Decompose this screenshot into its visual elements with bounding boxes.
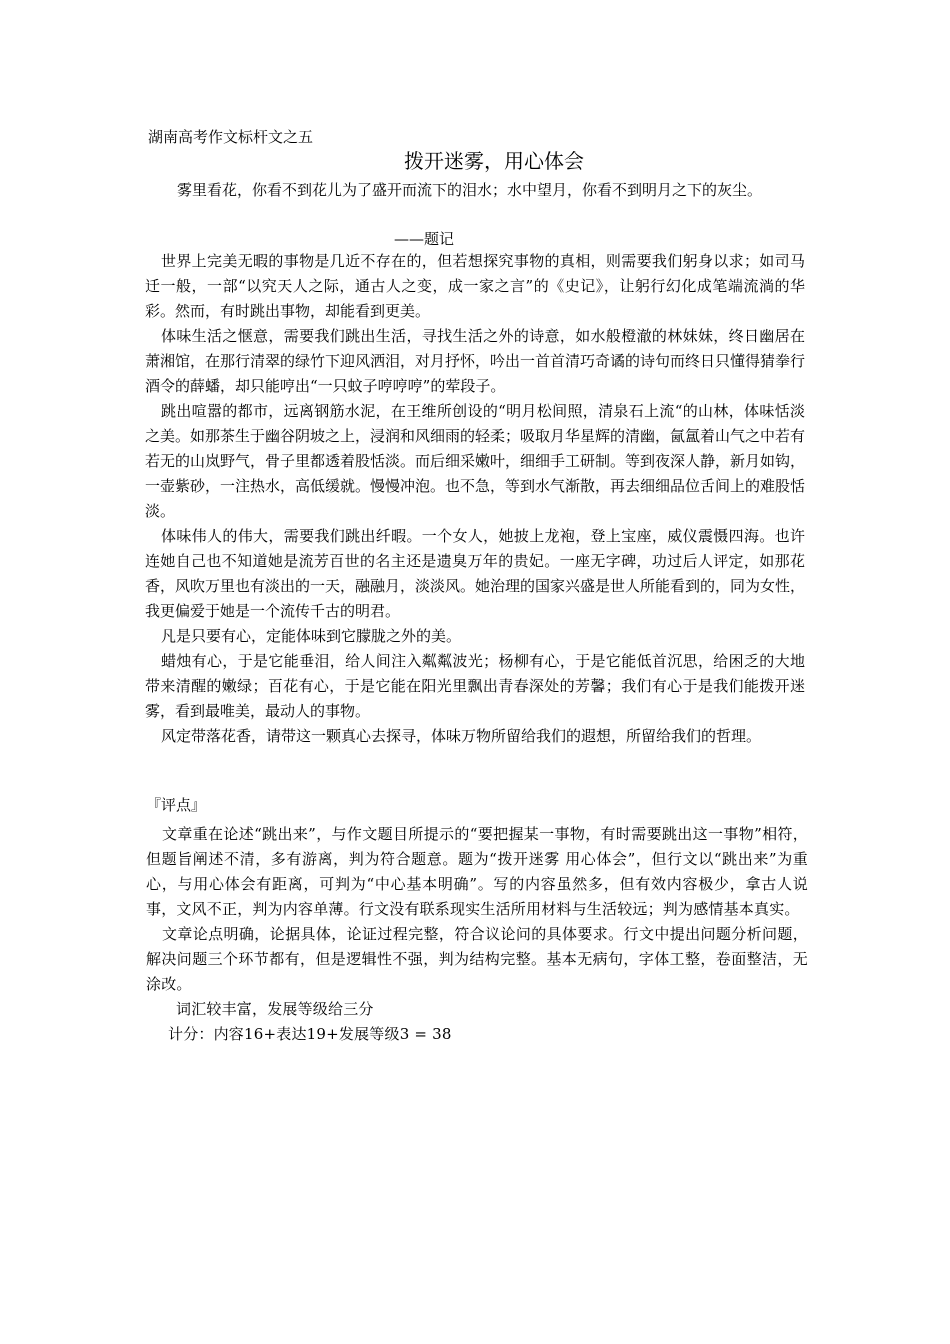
comment-paragraph: 词汇较丰富，发展等级给三分 bbox=[176, 1000, 374, 1018]
essay-paragraph: 体味生活之惬意，需要我们跳出生活，寻找生活之外的诗意，如水般橙澈的林妹妹，终日幽居在萧湘馆，在那行清翠的绿竹下迎风洒泪，对月抒怀，吟出一首首清巧奇谲的诗句而终日只懂得猜拳行酒令的薛蟠，却只能哼出“一只蚊子哼哼哼”的荤段子。 bbox=[145, 327, 806, 395]
score-line: 计分：内容16+表达19+发展等级3 = 38 bbox=[168, 1025, 452, 1043]
essay-paragraph: 跳出喧嚣的都市，远离钢筋水泥，在王维所创设的“明月松间照，清泉石上流“的山林，体味恬淡之美。如那茶生于幽谷阴坡之上，浸润和风细雨的轻柔；吸取月华星辉的清幽，氤氲着山气之中若有若无的山岚野气，骨子里都透着股恬淡。而后细采嫩叶，细细手工研制。等到夜深人静，新月如钩，一壶紫砂，一注热水，高低缓就。慢慢冲泡。也不急，等到水气渐散，再去细细品位舌间上的难股恬淡。 bbox=[145, 402, 806, 520]
essay-paragraph: 体味伟人的伟大，需要我们跳出纤暇。一个女人，她披上龙袍，登上宝座，威仪震慑四海。也许连她自己也不知道她是流芳百世的名主还是遗臭万年的贵妃。一座无字碑，功过后人评定，如那花香，风吹万里也有淡出的一天，融融月，淡淡风。她治理的国家兴盛是世人所能看到的，同为女性，我更偏爱于她是一个流传千古的明君。 bbox=[145, 527, 806, 620]
comment-paragraph: 文章论点明确，论据具体，论证过程完整，符合议论问的具体要求。行文中提出问题分析问题，解决问题三个环节都有，但是逻辑性不强，判为结构完整。基本无病句，字体工整，卷面整洁，无涂改。 bbox=[146, 925, 808, 993]
epigraph-signature: ——题记 bbox=[394, 230, 455, 248]
essay-paragraph: 蜡烛有心，于是它能垂泪，给人间注入粼粼波光；杨柳有心，于是它能低首沉思，给困乏的大地带来清醒的嫩绿；百花有心，于是它能在阳光里飘出青春深处的芳馨；我们有心于是我们能拨开迷雾，看到最唯美，最动人的事物。 bbox=[145, 652, 805, 720]
essay-paragraph: 凡是只要有心，定能体味到它朦胧之外的美。 bbox=[161, 627, 462, 645]
epigraph: 雾里看花，你看不到花儿为了盛开而流下的泪水；水中望月，你看不到明月之下的灰尘。 bbox=[177, 181, 763, 199]
comment-body bbox=[146, 822, 808, 1047]
essay-paragraph: 风定带落花香，请带这一颗真心去探寻，体味万物所留给我们的遐想，所留给我们的哲理。 bbox=[161, 727, 762, 745]
comment-heading: 『评点』 bbox=[146, 796, 207, 814]
essay-title: 拨开迷雾，用心体会 bbox=[404, 149, 584, 173]
comment-paragraph: 文章重在论述“跳出来”，与作文题目所提示的“要把握某一事物，有时需要跳出这一事物”相符，但题旨阐述不清，多有游离，判为符合题意。题为“拨开迷雾 用心体会”，但行文以“跳出来”为重心，与用心体会有距离，可判为“中心基本明确”。写的内容虽然多，但有效内容极少，拿古人说事，文风不正，判为内容单薄。行文没有联系现实生活所用材料与生活较远；判为感情基本真实。 bbox=[146, 825, 808, 918]
essay-body bbox=[145, 249, 805, 749]
series-label: 湖南高考作文标杆文之五 bbox=[148, 128, 314, 146]
essay-paragraph: 世界上完美无暇的事物是几近不存在的，但若想探究事物的真相，则需要我们躬身以求；如司马迁一般，一部“以究天人之际，通古人之变，成一家之言”的《史记》，让躬行幻化成笔端流淌的华彩。然而，有时跳出事物，却能看到更美。 bbox=[145, 252, 805, 320]
